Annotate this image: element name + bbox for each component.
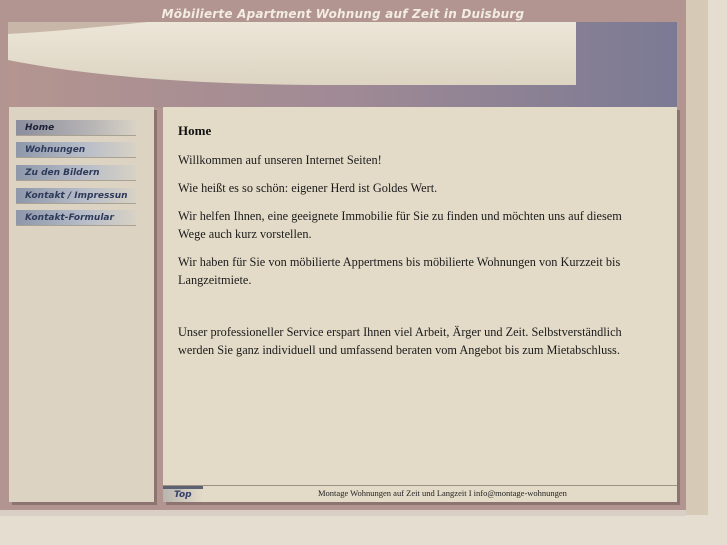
- footer-text: Montage Wohnungen auf Zeit und Langzeit I info@montage-wohnungen: [318, 488, 567, 498]
- paragraph-help: Wir helfen Ihnen, eine geeignete Immobilie für Sie zu finden und möchten uns auf diesem Wege auch kurz vorstellen.: [178, 209, 622, 241]
- frame-shadow: [0, 510, 686, 516]
- nav-item-kontakt-impressum[interactable]: Kontakt / Impressun: [16, 188, 136, 204]
- paragraph-quote: Wie heißt es so schön: eigener Herd ist Goldes Wert.: [178, 181, 438, 195]
- header-curve-graphic: [8, 22, 677, 108]
- sidebar: [9, 107, 154, 502]
- nav-item-home[interactable]: Home: [16, 120, 136, 136]
- paragraph-welcome: Willkommen auf unseren Internet Seiten!: [178, 153, 382, 167]
- page-heading: Home: [178, 123, 212, 138]
- footer-divider: [163, 485, 677, 486]
- right-decoration-strip: [686, 0, 708, 515]
- nav-item-kontakt-formular[interactable]: Kontakt-Formular: [16, 210, 136, 226]
- site-title: Möbilierte Apartment Wohnung auf Zeit in Duisburg: [161, 7, 525, 21]
- nav-item-wohnungen[interactable]: Wohnungen: [16, 142, 136, 158]
- paragraph-offer: Wir haben für Sie von möbilierte Appertmens bis möbilierte Wohnungen von Kurzzeit bis Langzeitmiete.: [178, 255, 621, 287]
- nav-item-bilder[interactable]: Zu den Bildern: [16, 165, 136, 181]
- header-banner: [8, 22, 677, 108]
- top-link[interactable]: Top: [163, 486, 203, 502]
- paragraph-service: Unser professioneller Service erspart Ihnen viel Arbeit, Ärger und Zeit. Selbstverständlich werden Sie ganz individuell und umfassend beraten vom Angebot bis zum Mietabschluss.: [178, 325, 622, 357]
- main-content: [163, 107, 677, 502]
